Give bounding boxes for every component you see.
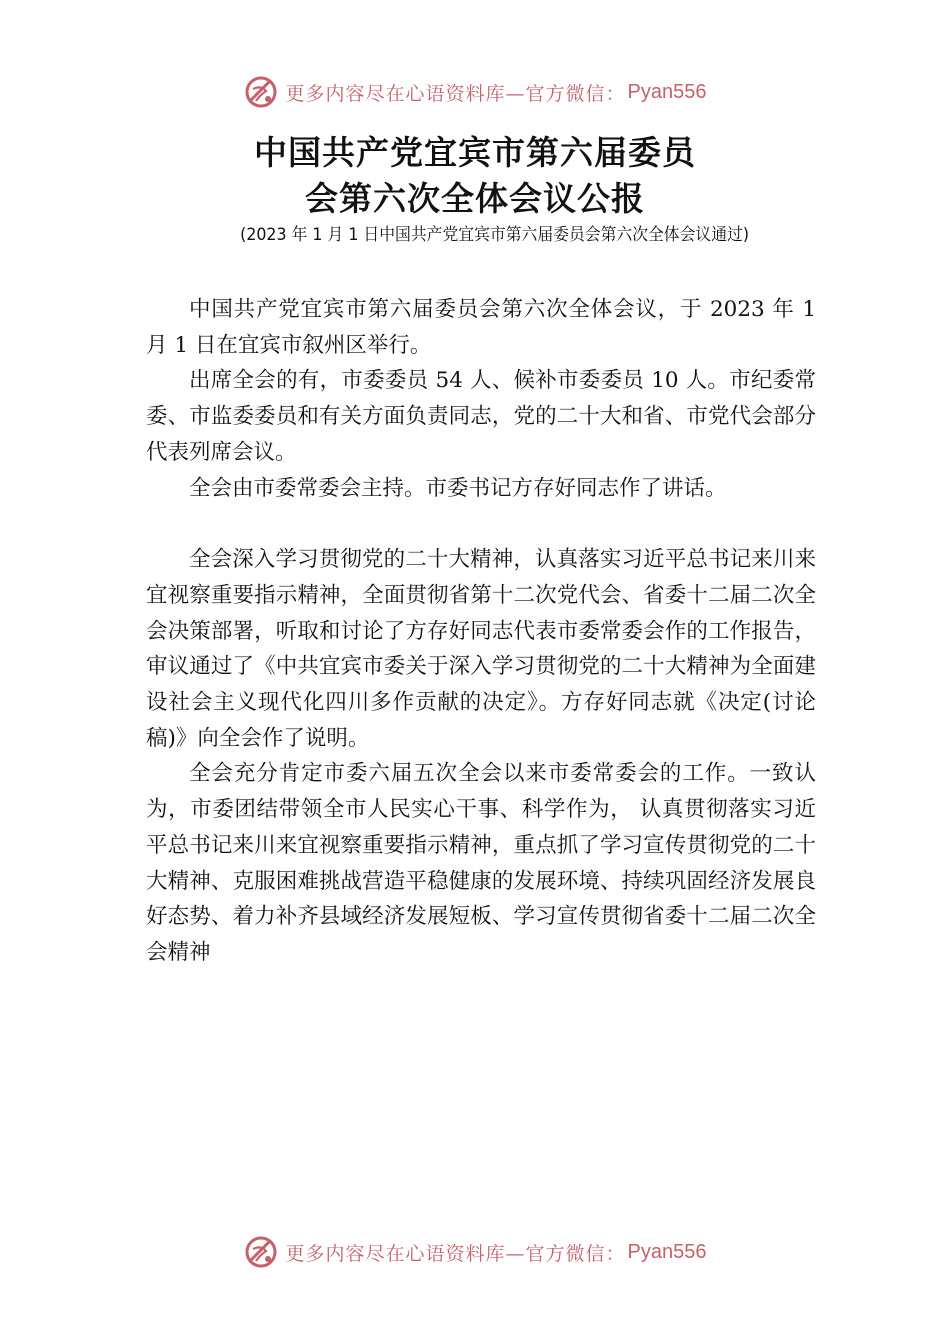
paragraph-4: 全会深入学习贯彻党的二十大精神，认真落实习近平总书记来川来宜视察重要指示精神，全面贯彻省第十二次党代会、省委十二届二次全会决策部署，听取和讨论了方存好同志代表市委常委会作的工作报告，审议通过了《中共宜宾市委关于深入学习贯彻党的二十大精神为全面建设社会主义现代化四川多作贡献的决定》。方存好同志就《决定(讨论稿)》向全会作了说明。 <box>146 547 816 751</box>
fan-logo-icon <box>244 75 278 109</box>
watermark-text: 更多内容尽在心语资料库—官方微信： <box>285 1242 626 1265</box>
watermark-text: 更多内容尽在心语资料库—官方微信： <box>285 82 626 105</box>
paragraph-5: 全会充分肯定市委六届五次全会以来市委常委会的工作。一致认为，市委团结带领全市人民实心干事、科学作为， 认真贯彻落实习近平总书记来川来宜视察重要指示精神，重点抓了学习宣传贯彻党的二十大精神、克服困难挑战营造平稳健康的发展环境、持续巩固经济发展良好态势、着力补齐县域经济发展短板、学习宣传贯彻省委十二届二次全会精神 <box>146 761 816 965</box>
document-body <box>146 292 816 971</box>
paragraph-2: 出席全会的有，市委委员 54 人、候补市委委员 10 人。市纪委常委、市监委委员和有关方面负责同志，党的二十大和省、市党代会部分代表列席会议。 <box>146 368 816 465</box>
document-title-line-1: 中国共产党宜宾市第六届委员 <box>254 133 696 172</box>
watermark-handle: Pyan556 <box>627 1240 707 1263</box>
document-subtitle <box>0 222 950 248</box>
paragraph-1: 中国共产党宜宾市第六届委员会第六次全体会议，于 2023 年 1 月 1 日在宜宾市叙州区举行。 <box>146 297 816 358</box>
document-title-line-2: 会第六次全体会议公报 <box>305 179 645 218</box>
fan-logo-icon <box>244 1235 278 1269</box>
paragraph-3: 全会由市委常委会主持。市委书记方存好同志作了讲话。 <box>189 475 727 501</box>
paragraph-gap <box>146 506 816 542</box>
footer-watermark <box>0 1232 950 1272</box>
subtitle-text: (2023 年 1 月 1 日中国共产党宜宾市第六届委员会第六次全体会议通过) <box>240 225 750 245</box>
header-watermark <box>0 72 950 112</box>
watermark-handle: Pyan556 <box>627 80 707 103</box>
